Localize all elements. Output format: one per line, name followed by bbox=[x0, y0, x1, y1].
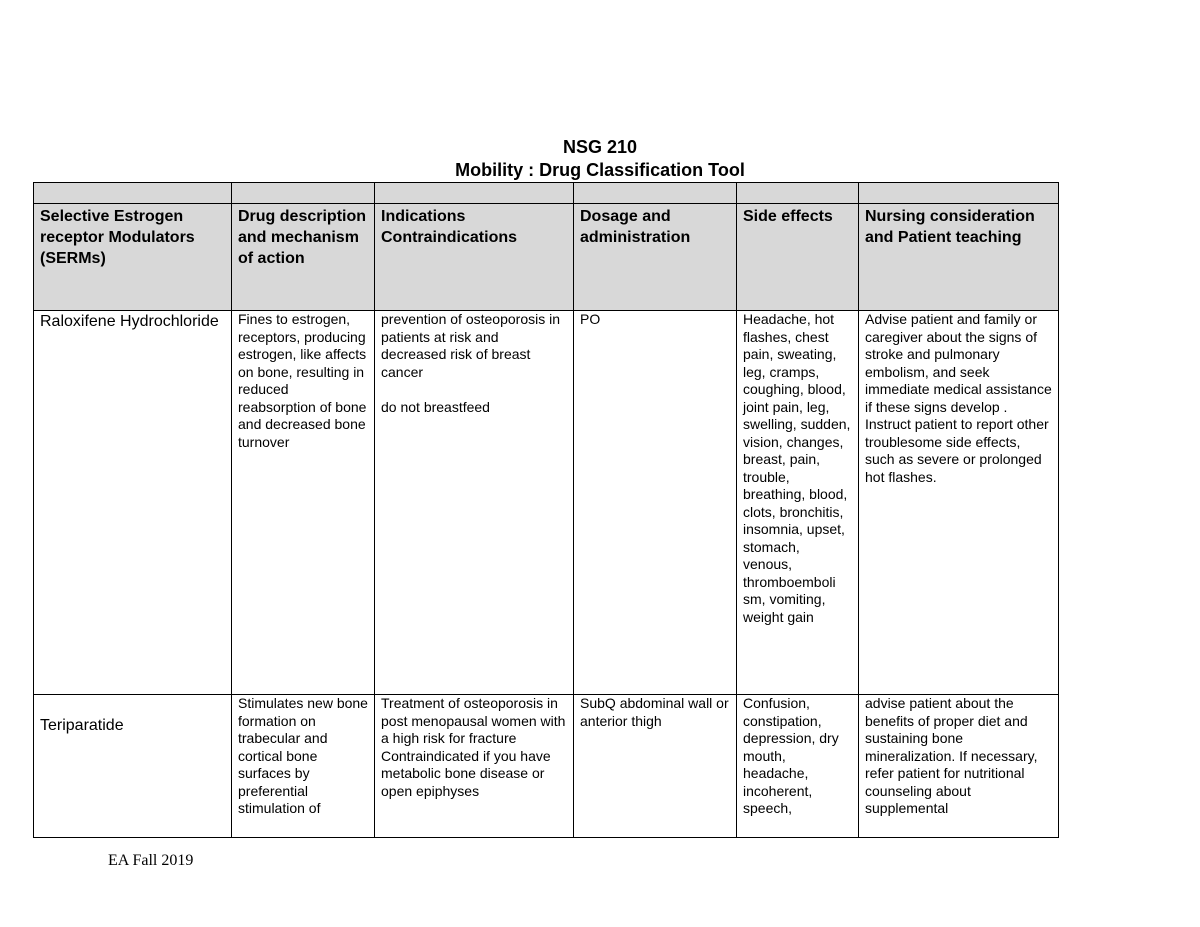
header-drug-class: Selective Estrogen receptor Modulators (SERMs) bbox=[34, 204, 232, 311]
indications-cell bbox=[375, 695, 574, 838]
page-footer: EA Fall 2019 bbox=[108, 852, 194, 869]
description-text: Fines to estrogen, receptors, producing estrogen, like affects on bone, resulting in reduced reabsorption of bone and decreased bone turnover bbox=[238, 311, 367, 450]
blank-shaded-row bbox=[34, 183, 1059, 204]
table-header-row bbox=[34, 204, 1059, 311]
drug-classification-table bbox=[33, 182, 1059, 838]
indications-text: Treatment of osteoporosis in post menopausal women with a high risk for fracture Contraindicated if you have metabolic bone disease or open epiphyses bbox=[381, 695, 566, 799]
dosage-cell bbox=[574, 695, 737, 838]
header-dosage: Dosage and administration bbox=[574, 204, 737, 311]
drug-name-cell: Teriparatide bbox=[34, 695, 232, 838]
side-effects-text: Confusion, constipation, depression, dry mouth, headache, incoherent, speech, bbox=[743, 695, 839, 816]
nursing-cell bbox=[859, 695, 1059, 838]
description-cell bbox=[232, 695, 375, 838]
side-effects-text: Headache, hot flashes, chest pain, sweating, leg, cramps, coughing, blood, joint pain, leg, swelling, sudden, vision, changes, breast, pain, trouble, breathing, blood, clots, bronchitis, insomnia, upset, stomach, venous, thromboemboli sm, vomiting, weight gain bbox=[743, 311, 851, 625]
nursing-cell bbox=[859, 311, 1059, 695]
nursing-text: Advise patient and family or caregiver about the signs of stroke and pulmonary embolism, and seek immediate medical assistance if these signs develop . Instruct patient to report other troublesome side effects, such as severe or prolonged hot flashes. bbox=[865, 311, 1052, 485]
table-row bbox=[34, 695, 1059, 838]
dosage-text: PO bbox=[580, 311, 601, 327]
description-cell bbox=[232, 311, 375, 695]
description-text: Stimulates new bone formation on trabecular and cortical bone surfaces by preferential stimulation of bbox=[238, 695, 368, 816]
side-effects-cell bbox=[737, 311, 859, 695]
header-nursing: Nursing consideration and Patient teaching bbox=[859, 204, 1059, 311]
indications-cell bbox=[375, 311, 574, 695]
course-title: NSG 210 bbox=[562, 137, 638, 157]
header-description: Drug description and mechanism of action bbox=[232, 204, 375, 311]
dosage-cell bbox=[574, 311, 737, 695]
drug-name-cell: Raloxifene Hydrochloride bbox=[34, 311, 232, 695]
nursing-text: advise patient about the benefits of proper diet and sustaining bone mineralization. If necessary, refer patient for nutritional counseling about supplemental bbox=[865, 695, 1038, 816]
table-row bbox=[34, 311, 1059, 695]
tool-title: Mobility : Drug Classification Tool bbox=[455, 160, 745, 180]
header-indications: Indications Contraindications bbox=[375, 204, 574, 311]
dosage-text: SubQ abdominal wall or anterior thigh bbox=[580, 695, 729, 729]
document-title bbox=[0, 136, 1200, 182]
indications-text: prevention of osteoporosis in patients at risk and decreased risk of breast cancer do not breastfeed bbox=[381, 311, 560, 415]
side-effects-cell bbox=[737, 695, 859, 838]
header-side-effects: Side effects bbox=[737, 204, 859, 311]
